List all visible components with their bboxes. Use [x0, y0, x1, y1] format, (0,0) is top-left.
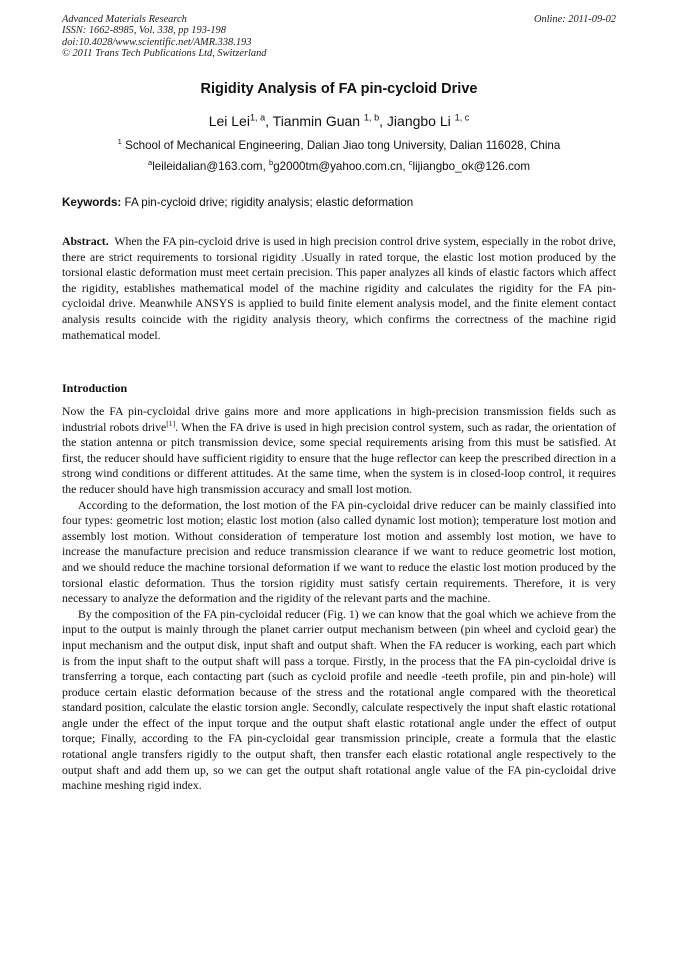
email-list: $^a$leileidalian@163.com, $^b$g2000tm@yahoo.com.cn, $^c$lijiangbo_ok@126.com — [147, 158, 531, 173]
author-superscript: 1, a — [249, 112, 266, 123]
paragraph — [62, 404, 616, 498]
introduction-body — [62, 404, 616, 794]
abstract-label: Abstract. — [62, 235, 109, 248]
author-name: Tianmin Guan — [272, 113, 361, 129]
keywords-text: FA pin-cycloid drive; rigidity analysis; elastic deformation — [124, 196, 414, 209]
email-superscript: c — [408, 158, 413, 168]
online-date: Online: 2011-09-02 — [533, 14, 616, 25]
copyright-line: © 2011 Trans Tech Publications Ltd, Switzerland — [62, 48, 267, 60]
email-superscript: a — [147, 158, 153, 168]
keywords-label: Keywords: — [62, 196, 122, 209]
affiliation-text: School of Mechanical Engineering, Dalian Jiao tong University, Dalian 116028, China — [125, 139, 561, 152]
email-link[interactable]: g2000tm@yahoo.com.cn — [273, 160, 403, 173]
affiliation-superscript: 1 — [117, 137, 122, 147]
email-superscript: b — [269, 158, 274, 168]
issn-line: ISSN: 1662-8985, Vol. 338, pp 193-198 — [62, 25, 226, 37]
doi-line: doi:10.4028/www.scientific.net/AMR.338.193 — [62, 36, 252, 48]
paragraph: According to the deformation, the lost motion of the FA pin-cycloidal drive reducer can be mainly classified into four types: geometric lost motion; elastic lost motion (also called dynamic lost motion); temperature lost motion and assembly lost motion. Without consideration of temperature lost motion and assembly lost motion, we have to increase the manufacture precision and reduce transmission clearance if we want to reduce geometric lost motion, and we should reduce the machine torsional deformation if we want to reduce the elastic lost motion produced by the torsional elastic deformation. Thus the torsion rigidity must satisfy certain requirements. Therefore, it is very necessary to analyze the deformation and the rigidity of the relevant parts and the machine. — [62, 498, 616, 606]
keywords — [62, 196, 616, 209]
paragraph: By the composition of the FA pin-cycloidal reducer (Fig. 1) we can know that the goal which we achieve from the input to the output is mainly through the planet carrier output mechanism between (pin wheel and cycloid gear) the input mechanism and the output disk, input shaft and output shaft. When the FA reducer is working, each part which is from the input shaft to the output shaft will pass a torque. Firstly, in the process that the FA pin-cycloidal drive is transferring a torque, each contacting part (such as cycloid profile and needle -teeth profile, pin and pin-hole) will produce certain elastic deformation because of the stress and the rotational angle compared with the theoretical standard position, calculate the elastic torsion angle. Secondly, calculate respectively the input shaft elastic rotational angle under the effect of the input torque and the output shaft elastic rotational angle under the effect of output torque; Finally, according to the FA pin-cycloidal gear transmission principle, create a formula that the elastic rotational angle transfers rigidly to the output shaft, then transfer each elastic rotational angle respectively to the output shaft and add them up, so we can get the output shaft rotational angle value of the FA pin-cycloidal drive machine meshing rigid index. — [62, 607, 616, 793]
affiliation — [0, 139, 678, 152]
journal-name: Advanced Materials Research — [62, 14, 187, 25]
email-link[interactable]: leileidalian@163.com — [152, 160, 263, 173]
author-superscript: 1, b — [363, 112, 380, 123]
paragraph-text: . When the FA drive is used in high precision control system, such as radar, the orientation of the station antenna or pitch transmission device, some special requirements arising from this must be satisfied. At first, the reducer should have sufficient rigidity to ensure that the huge reflector can keep the prescribed direction in a strong wind conditions or different attitudes. At the same time, when the system is in closed-loop control, it requires the reducer should have high transmission accuracy and small lost motion. — [62, 420, 616, 496]
author-name: Lei Lei — [208, 113, 250, 129]
email-link[interactable]: lijiangbo_ok@126.com — [412, 160, 531, 173]
citation-ref[interactable]: [1] — [166, 418, 176, 428]
author-name: Jiangbo Li — [386, 113, 451, 129]
author-list: Lei Lei$^{1, a}$, Tianmin Guan $^{1, b}$, Jiangbo Li $^{1, c}$ — [208, 112, 470, 129]
author-superscript: 1, c — [454, 112, 470, 123]
paragraph-text: Now the FA pin-cycloidal drive gains more and more applications in high-precision transmission fields such as industrial robots drive — [62, 405, 616, 434]
abstract — [62, 234, 616, 343]
abstract-text: When the FA pin-cycloid drive is used in high precision control drive system, especially in the robot drive, there are strict requirements to torsional rigidity .Usually in rated torque, the elastic lost motion produced by the torsional elastic deformation must meet certain precision. This paper analyzes all kinds of elastic factors which affect the rigidity, establishes mathematical model of the machine rigidity and calculates the rigidity for the FA pin-cycloidal drive. Meanwhile ANSYS is applied to build finite element analysis model, and the finite element contact analysis results coincide with the rigidity analysis theory, which confirms the correctness of the machine rigid mathematical model. — [62, 235, 616, 342]
paper-title: Rigidity Analysis of FA pin-cycloid Drive — [200, 81, 478, 97]
section-heading-introduction: Introduction — [62, 381, 128, 395]
journal-header — [62, 14, 616, 60]
